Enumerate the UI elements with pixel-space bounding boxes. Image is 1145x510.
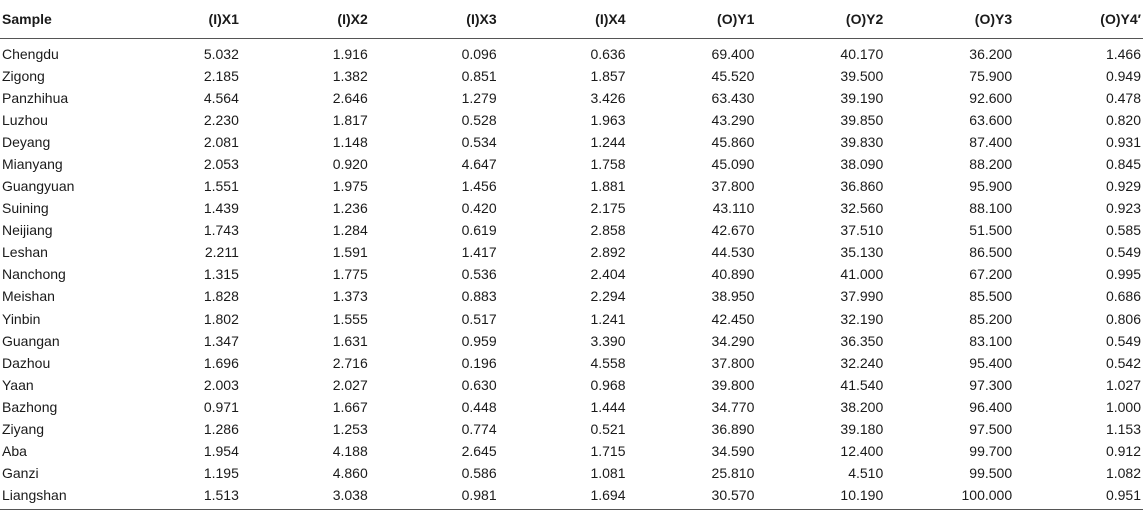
value-cell: 1.373 [332,288,368,305]
value-cell: 1.347 [203,332,239,349]
table-row [0,175,1143,197]
value-cell: 1.236 [332,200,368,217]
table-row [0,153,1143,175]
value-cell: 1.027 [1105,376,1141,393]
sample-name-cell: Ziyang [2,421,45,438]
value-cell: 1.802 [203,310,239,327]
value-cell: 2.230 [203,111,239,128]
value-cell: 2.892 [590,244,626,261]
value-cell: 97.500 [969,421,1013,438]
value-cell: 36.890 [711,421,755,438]
value-cell: 1.881 [590,178,626,195]
value-cell: 1.743 [203,222,239,239]
sample-name-cell: Guangyuan [2,178,75,195]
value-cell: 0.931 [1105,133,1141,150]
value-cell: 2.003 [203,376,239,393]
value-cell: 86.500 [969,244,1013,261]
value-cell: 0.536 [461,266,497,283]
value-cell: 39.800 [711,376,755,393]
value-cell: 37.990 [840,288,884,305]
value-cell: 39.830 [840,133,884,150]
value-cell: 32.240 [840,354,884,371]
value-cell: 67.200 [969,266,1013,283]
value-cell: 1.591 [332,244,368,261]
value-cell: 34.290 [711,332,755,349]
value-cell: 2.716 [332,354,368,371]
sample-name-cell: Ganzi [2,465,39,482]
value-cell: 0.851 [461,67,497,84]
value-cell: 12.400 [840,443,884,460]
table-row [0,484,1143,510]
column-header: (O)Y2 [756,0,885,38]
value-cell: 1.963 [590,111,626,128]
value-cell: 99.700 [969,443,1013,460]
value-cell: 25.810 [711,465,755,482]
value-cell: 4.860 [332,465,368,482]
value-cell: 0.929 [1105,178,1141,195]
table-row [0,440,1143,462]
value-cell: 32.190 [840,310,884,327]
table-row [0,308,1143,330]
value-cell: 2.646 [332,89,368,106]
value-cell: 1.382 [332,67,368,84]
value-cell: 0.774 [461,421,497,438]
value-cell: 10.190 [756,484,885,510]
column-header: (I)X4 [499,0,628,38]
sample-name-cell: Meishan [2,288,55,305]
value-cell: 0.420 [461,200,497,217]
column-header: (O)Y3 [885,0,1014,38]
value-cell: 42.450 [711,310,755,327]
value-cell: 39.180 [840,421,884,438]
value-cell: 2.185 [203,67,239,84]
table-row [0,263,1143,285]
value-cell: 87.400 [969,133,1013,150]
sample-name-cell: Bazhong [2,398,58,415]
table-row [0,131,1143,153]
value-cell: 3.426 [590,89,626,106]
sample-name-cell: Neijiang [2,222,53,239]
value-cell: 99.500 [969,465,1013,482]
sample-name-cell: Suining [2,200,49,217]
value-cell: 43.290 [711,111,755,128]
value-cell: 1.195 [203,465,239,482]
value-cell: 40.890 [711,266,755,283]
value-cell: 2.404 [590,266,626,283]
value-cell: 1.253 [332,421,368,438]
value-cell: 35.130 [840,244,884,261]
value-cell: 0.845 [1105,155,1141,172]
value-cell: 1.456 [461,178,497,195]
value-cell: 1.081 [590,465,626,482]
value-cell: 0.549 [1105,244,1141,261]
value-cell: 4.188 [332,443,368,460]
value-cell: 0.585 [1105,222,1141,239]
table-row [0,241,1143,263]
value-cell: 37.800 [711,354,755,371]
value-cell: 88.200 [969,155,1013,172]
value-cell: 0.542 [1105,354,1141,371]
table-row [0,462,1143,484]
value-cell: 0.995 [1105,266,1141,283]
value-cell: 1.148 [332,133,368,150]
value-cell: 0.923 [1105,200,1141,217]
value-cell: 39.190 [840,89,884,106]
value-cell: 5.032 [203,45,239,62]
sample-name-cell: Zigong [2,67,45,84]
value-cell: 41.540 [840,376,884,393]
value-cell: 1.466 [1105,45,1141,62]
value-cell: 2.294 [590,288,626,305]
value-cell: 1.315 [203,266,239,283]
value-cell: 0.820 [1105,111,1141,128]
value-cell: 1.444 [590,398,626,415]
value-cell: 36.350 [840,332,884,349]
sample-name-cell: Mianyang [2,155,63,172]
column-header: (I)X2 [241,0,370,38]
value-cell: 1.828 [203,288,239,305]
value-cell: 32.560 [840,200,884,217]
value-cell: 43.110 [712,200,755,217]
value-cell: 0.521 [590,421,626,438]
value-cell: 1.631 [332,332,368,349]
value-cell: 38.950 [711,288,755,305]
value-cell: 2.175 [590,200,626,217]
value-cell: 85.500 [969,288,1013,305]
value-cell: 0.096 [461,45,497,62]
value-cell: 1.286 [203,421,239,438]
value-cell: 1.417 [461,244,497,261]
value-cell: 0.549 [1105,332,1141,349]
table-row [0,418,1143,440]
value-cell: 1.667 [332,398,368,415]
value-cell: 4.510 [848,465,884,482]
column-header: (O)Y1 [628,0,757,38]
value-cell: 36.860 [840,178,884,195]
value-cell: 0.528 [461,111,497,128]
value-cell: 0.951 [1014,484,1143,510]
value-cell: 0.912 [1105,443,1141,460]
value-cell: 75.900 [969,67,1013,84]
table-row [0,197,1143,219]
header-row [0,0,1143,38]
value-cell: 4.564 [203,89,239,106]
value-cell: 34.770 [711,398,755,415]
value-cell: 1.513 [112,484,241,510]
value-cell: 1.082 [1105,465,1141,482]
value-cell: 1.153 [1105,421,1141,438]
table-body [0,38,1143,510]
value-cell: 41.000 [840,266,884,283]
value-cell: 92.600 [969,89,1013,106]
value-cell: 0.981 [370,484,499,510]
value-cell: 1.279 [461,89,497,106]
value-cell: 1.817 [332,111,368,128]
sample-name-cell: Guangan [2,332,60,349]
value-cell: 1.244 [590,133,626,150]
value-cell: 38.090 [840,155,884,172]
value-cell: 0.971 [203,398,239,415]
value-cell: 2.027 [332,376,368,393]
value-cell: 0.686 [1105,288,1141,305]
value-cell: 38.200 [840,398,884,415]
value-cell: 45.090 [711,155,755,172]
sample-name-cell: Chengdu [2,45,59,62]
table-row [0,87,1143,109]
value-cell: 1.715 [590,443,626,460]
column-header: (I)X3 [370,0,499,38]
value-cell: 1.916 [332,45,368,62]
column-header: (I)X1 [112,0,241,38]
table-row [0,396,1143,418]
value-cell: 51.500 [969,222,1013,239]
table-row [0,109,1143,131]
value-cell: 1.775 [332,266,368,283]
value-cell: 39.500 [840,67,884,84]
sample-name-cell: Aba [2,443,27,460]
value-cell: 44.530 [711,244,755,261]
value-cell: 69.400 [711,45,755,62]
sample-name-cell: Yaan [2,376,34,393]
table-row [0,352,1143,374]
value-cell: 96.400 [969,398,1013,415]
value-cell: 2.081 [203,133,239,150]
sample-name-cell: Liangshan [0,484,112,510]
table-row [0,374,1143,396]
value-cell: 1.696 [203,354,239,371]
table-header [0,0,1143,38]
value-cell: 0.806 [1105,310,1141,327]
value-cell: 45.860 [711,133,755,150]
column-header: (O)Y4′ [1014,0,1143,38]
value-cell: 1.694 [499,484,628,510]
value-cell: 1.975 [332,178,368,195]
value-cell: 1.439 [203,200,239,217]
table-row [0,285,1143,307]
value-cell: 0.883 [461,288,497,305]
value-cell: 1.241 [590,310,626,327]
value-cell: 95.900 [969,178,1013,195]
value-cell: 2.645 [461,443,497,460]
value-cell: 2.211 [204,244,239,261]
value-cell: 0.586 [461,465,497,482]
table-row [0,65,1143,87]
table-row [0,219,1143,241]
value-cell: 1.000 [1105,398,1141,415]
sample-name-cell: Luzhou [2,111,48,128]
value-cell: 95.400 [969,354,1013,371]
value-cell: 0.478 [1105,89,1141,106]
sample-name-cell: Leshan [2,244,48,261]
value-cell: 0.959 [461,332,497,349]
value-cell: 0.949 [1105,67,1141,84]
value-cell: 36.200 [969,45,1013,62]
value-cell: 1.284 [332,222,368,239]
value-cell: 30.570 [628,484,757,510]
value-cell: 37.800 [711,178,755,195]
sample-name-cell: Deyang [2,133,51,150]
value-cell: 83.100 [969,332,1013,349]
value-cell: 0.534 [461,133,497,150]
value-cell: 0.630 [461,376,497,393]
value-cell: 34.590 [711,443,755,460]
sample-name-cell: Yinbin [2,310,41,327]
value-cell: 0.619 [461,222,497,239]
column-header-sample: Sample [0,0,112,38]
value-cell: 63.430 [711,89,755,106]
value-cell: 4.558 [590,354,626,371]
sample-name-cell: Nanchong [2,266,66,283]
value-cell: 3.038 [241,484,370,510]
value-cell: 0.920 [332,155,368,172]
value-cell: 39.850 [840,111,884,128]
value-cell: 63.600 [969,111,1013,128]
value-cell: 0.636 [590,45,626,62]
value-cell: 1.758 [590,155,626,172]
value-cell: 1.555 [332,310,368,327]
value-cell: 1.857 [590,67,626,84]
value-cell: 88.100 [969,200,1013,217]
sample-name-cell: Panzhihua [2,89,69,106]
value-cell: 37.510 [840,222,884,239]
value-cell: 3.390 [590,332,626,349]
value-cell: 42.670 [711,222,755,239]
value-cell: 0.196 [461,354,497,371]
value-cell: 40.170 [840,45,884,62]
value-cell: 0.448 [461,398,497,415]
value-cell: 100.000 [885,484,1014,510]
table-row [0,330,1143,352]
value-cell: 1.551 [203,178,239,195]
value-cell: 45.520 [711,67,755,84]
value-cell: 2.858 [590,222,626,239]
value-cell: 85.200 [969,310,1013,327]
value-cell: 1.954 [203,443,239,460]
value-cell: 97.300 [969,376,1013,393]
value-cell: 0.968 [590,376,626,393]
value-cell: 2.053 [203,155,239,172]
value-cell: 4.647 [461,155,497,172]
sample-name-cell: Dazhou [2,354,51,371]
table-row [0,38,1143,65]
value-cell: 0.517 [461,310,497,327]
